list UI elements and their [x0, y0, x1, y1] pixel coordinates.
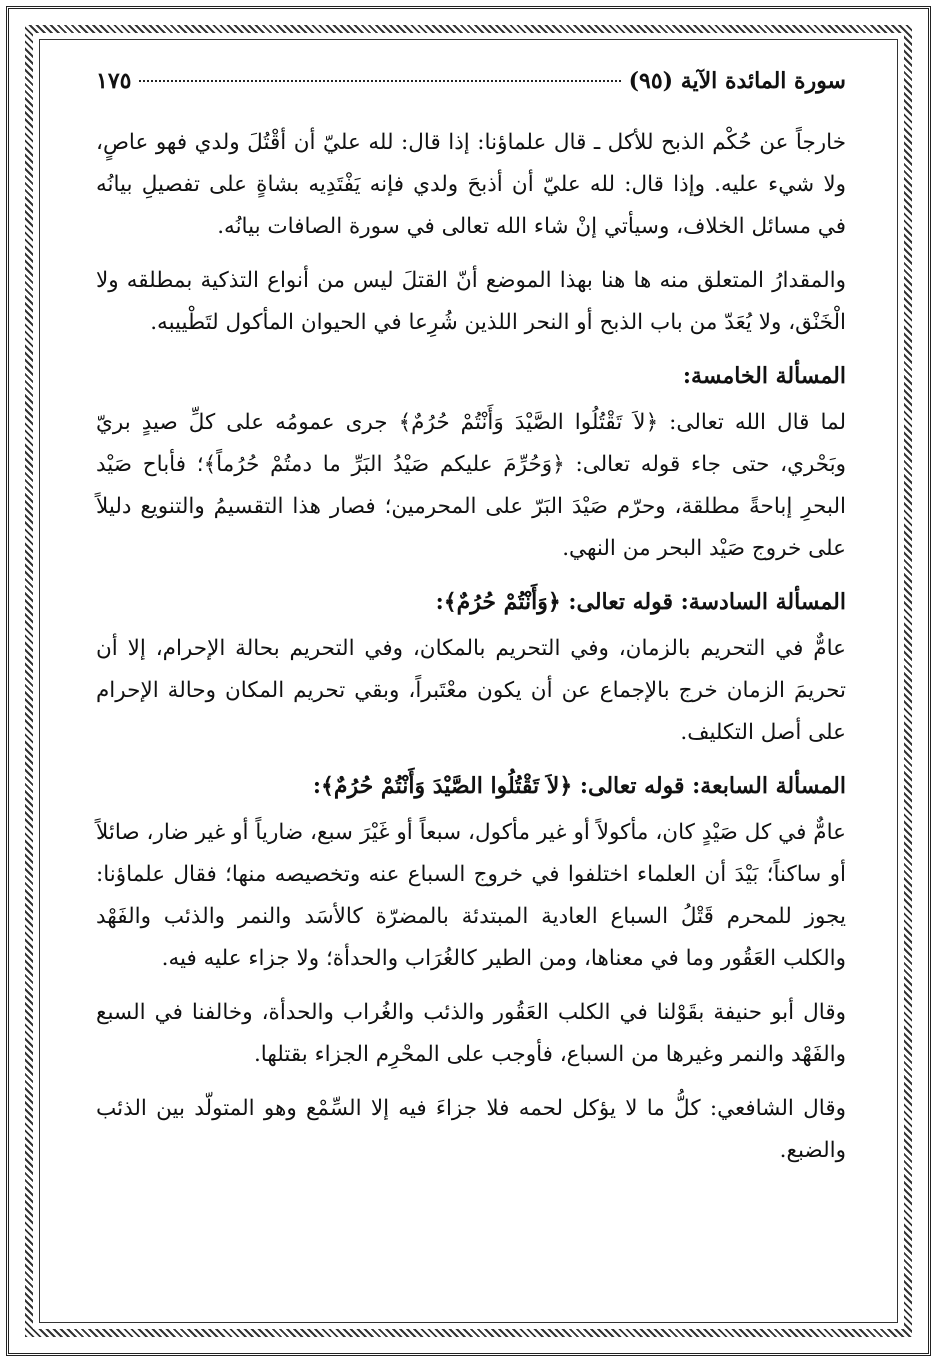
section-7-paragraph: وقال الشافعي: كلُّ ما لا يؤكل لحمه فلا جزاءَ فيه إلا السِّمْع وهو المتولّد بين الذئب والضبع. — [96, 1096, 846, 1163]
section-7-paragraph: عامٌّ في كل صَيْدٍ كان، مأكولاً أو غير مأكول، سبعاً أو غَيْرَ سبع، ضارياً أو غير ضار، صائلاً أو ساكناً؛ بَيْدَ أن العلماء اختلفوا في خروج السباع عنه وتخصيصه منها؛ فقال علماؤنا: يجوز للمحرم قَتْلُ السباع العادية المبتدئة بالمضرّة كالأسَد والنمر والذئب والفَهْد والكلب العَقُور وما في معناها، ومن الطير كالغُرَاب والحدأة؛ ولا جزاء عليه فيه. — [96, 820, 846, 971]
page-number: ١٧٥ — [96, 68, 132, 94]
section-6-body: عامٌّ في التحريم بالزمان، وفي التحريم بالمكان، وفي التحريم بحالة الإحرام، إلا أن تحريمَ الزمان خرج بالإجماع عن أن يكون معْتَبراً، وبقي تحريم المكان وحالة الإحرام على أصل التكليف. — [96, 636, 846, 745]
running-header — [96, 68, 846, 108]
section-5-body: لما قال الله تعالى: ﴿لاَ تَقْتُلُوا الصَّيْدَ وَأَنْتُمْ حُرُمٌ﴾ جرى عمومُه على كلِّ صيدٍ بريّ وبَحْري، حتى جاء قوله تعالى: ﴿وَحُرِّمَ عليكم صَيْدُ البَرِّ ما دمتُمْ حُرُماً﴾؛ فأباح صَيْد البحرِ إباحةً مطلقة، وحرّم صَيْدَ البَرّ على المحرمين؛ فصار هذا التقسيمُ والتنويع دليلاً على خروج صَيْد البحر من النهي. — [96, 410, 846, 561]
page-content — [96, 68, 846, 1184]
section-heading-5: المسألة الخامسة: — [682, 363, 846, 389]
section-heading-6: المسألة السادسة: قوله تعالى: ﴿وَأَنْتُمْ حُرُمٌ﴾: — [435, 589, 846, 615]
header-leader-dots — [139, 80, 620, 82]
section-7-paragraph: وقال أبو حنيفة بقَوْلنا في الكلب العَقُور والذئب والغُراب والحدأة، وخالفنا في السبع والفَهْد والنمر وغيرها من السباع، فأوجب على المحْرِم الجزاء بقتلها. — [96, 1000, 846, 1067]
paragraph: والمقدارُ المتعلق منه ها هنا بهذا الموضع أنّ القتلَ ليس من أنواع التذكية بمطلقه ولا الْخَنْق، ولا يُعَدّ من باب الذبح أو النحر اللذين شُرِعا في الحيوان المأكول لتَطْييبه. — [96, 268, 846, 335]
header-title: سورة المائدة الآية (٩٥) — [628, 68, 846, 94]
section-heading-7: المسألة السابعة: قوله تعالى: ﴿لاَ تَقْتُلُوا الصَّيْدَ وَأَنْتُمْ حُرُمٌ﴾: — [312, 773, 846, 799]
paragraph: خارجاً عن حُكْم الذبح للأكل ـ قال علماؤنا: إذا قال: لله عليّ أن أقْتُلَ ولدي فهو عاصٍ، ولا شيء عليه. وإذا قال: لله عليّ أن أذبحَ ولدي فإنه يَفْتَدِيه بشاةٍ على تفصيلِ بيانُه في مسائل الخلاف، وسيأتي إنْ شاء الله تعالى في سورة الصافات بيانُه. — [96, 130, 846, 239]
